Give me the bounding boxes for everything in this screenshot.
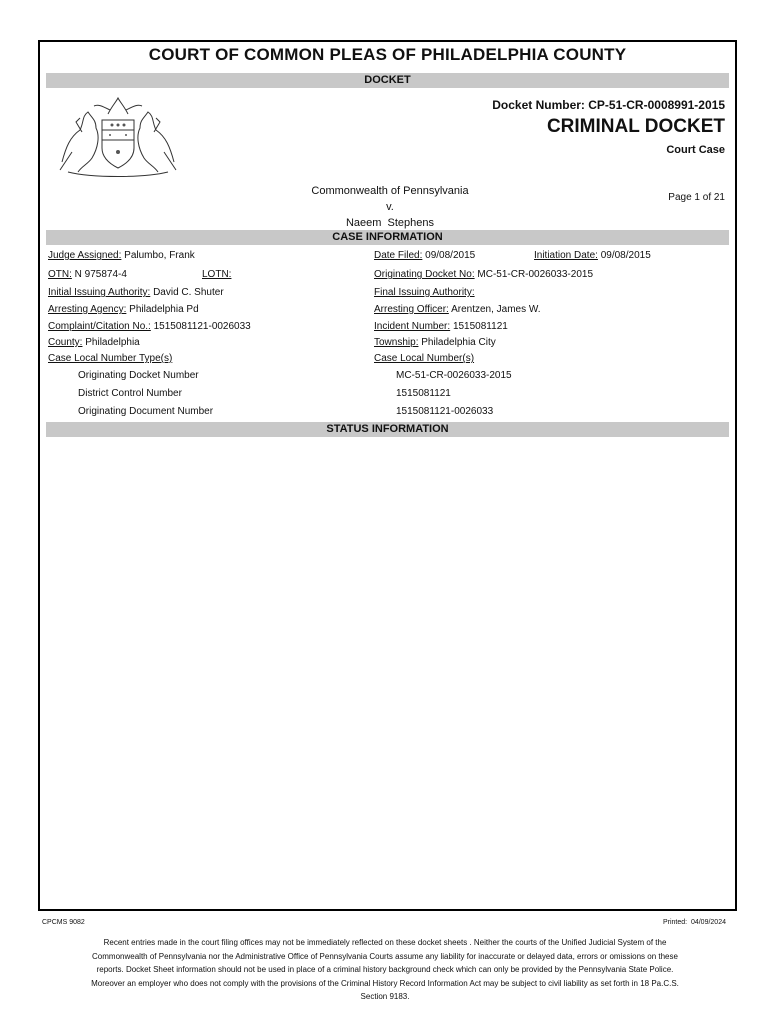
judge-assigned xyxy=(48,250,195,261)
complaint-value: 1515081121-0026033 xyxy=(153,321,251,332)
lotn xyxy=(202,269,231,280)
date-filed-label: Date Filed: xyxy=(374,250,423,261)
page-number: Page 1 of 21 xyxy=(668,192,725,203)
local-number-1: MC-51-CR-0026033-2015 xyxy=(396,370,512,381)
initial-auth-label: Initial Issuing Authority: xyxy=(48,287,151,298)
docket-frame xyxy=(38,40,737,911)
arresting-officer-value: Arentzen, James W. xyxy=(451,304,541,315)
arresting-officer xyxy=(374,304,541,315)
lotn-label: LOTN: xyxy=(202,269,232,280)
docket-bar: DOCKET xyxy=(46,73,729,88)
incident-value: 1515081121 xyxy=(452,321,508,332)
docket-type: CRIMINAL DOCKET xyxy=(546,116,725,137)
initial-auth-value: David C. Shuter xyxy=(153,287,224,298)
case-caption xyxy=(260,183,520,231)
pennsylvania-seal-icon xyxy=(52,92,184,178)
plaintiff: Commonwealth of Pennsylvania xyxy=(311,185,469,197)
township-label: Township: xyxy=(374,337,419,348)
county-label: County: xyxy=(48,337,83,348)
complaint-citation xyxy=(48,321,251,332)
form-id: CPCMS 9082 xyxy=(42,919,85,926)
judge-value: Palumbo, Frank xyxy=(124,250,195,261)
township xyxy=(374,337,496,348)
initiation-date xyxy=(534,250,651,261)
local-type-2: District Control Number xyxy=(78,388,182,399)
local-type-3: Originating Document Number xyxy=(78,406,214,417)
docket-number: Docket Number: CP-51-CR-0008991-2015 xyxy=(492,98,725,112)
incident-label: Incident Number: xyxy=(374,321,451,332)
orig-docket-value: MC-51-CR-0026033-2015 xyxy=(477,269,594,280)
defendant: Naeem Stephens xyxy=(345,217,435,229)
local-number-label: Case Local Number(s) xyxy=(374,353,475,364)
county xyxy=(48,337,140,348)
judge-label: Judge Assigned: xyxy=(48,250,122,261)
arresting-agency-label: Arresting Agency: xyxy=(48,304,127,315)
date-filed-value: 09/08/2015 xyxy=(425,250,476,261)
case-information-heading: CASE INFORMATION xyxy=(46,230,729,245)
initiation-label: Initiation Date: xyxy=(534,250,598,261)
status-information-heading: STATUS INFORMATION xyxy=(46,422,729,437)
case-local-numbers xyxy=(374,353,474,364)
complaint-label: Complaint/Citation No.: xyxy=(48,321,151,332)
arresting-officer-label: Arresting Officer: xyxy=(374,304,449,315)
printed-date: Printed: 04/09/2024 xyxy=(662,919,726,926)
arresting-agency-value: Philadelphia Pd xyxy=(129,304,199,315)
final-issuing-authority xyxy=(374,287,475,298)
date-filed xyxy=(374,250,475,261)
incident-number xyxy=(374,321,508,332)
arresting-agency xyxy=(48,304,199,315)
case-local-number-types xyxy=(48,353,172,364)
otn xyxy=(48,269,127,280)
otn-value: N 975874-4 xyxy=(74,269,127,280)
local-number-3: 1515081121-0026033 xyxy=(396,406,494,417)
local-type-1: Originating Docket Number xyxy=(78,370,199,381)
orig-docket-label: Originating Docket No: xyxy=(374,269,475,280)
case-type: Court Case xyxy=(666,144,725,156)
initial-issuing-authority xyxy=(48,287,224,298)
initiation-value: 09/08/2015 xyxy=(600,250,651,261)
township-value: Philadelphia City xyxy=(421,337,496,348)
county-value: Philadelphia xyxy=(85,337,140,348)
originating-docket xyxy=(374,269,593,280)
court-title: COURT OF COMMON PLEAS OF PHILADELPHIA COUNTY xyxy=(148,45,627,64)
otn-label: OTN: xyxy=(48,269,72,280)
final-auth-label: Final Issuing Authority: xyxy=(374,287,475,298)
local-type-label: Case Local Number Type(s) xyxy=(48,353,173,364)
local-number-2: 1515081121 xyxy=(396,388,451,399)
disclaimer: Recent entries made in the court filing offices may not be immediately reflected on these docket sheets . Neither the courts of the Unified Judicial System of the Commonwealth of Pennsylvania nor the Administrative Office of Pennsylvania Courts assume any liability for inaccurate or delayed data, errors or omissions on these reports. Docket Sheet information should not be used in place of a criminal history background check which can only be provided by the Pennsylvania State Police. Moreover an employer who does not comply with the provisions of the Criminal History Record Information Act may be subject to civil liability as set forth in 18 Pa.C.S. Section 9183. xyxy=(91,938,679,1001)
versus: v. xyxy=(386,201,394,213)
